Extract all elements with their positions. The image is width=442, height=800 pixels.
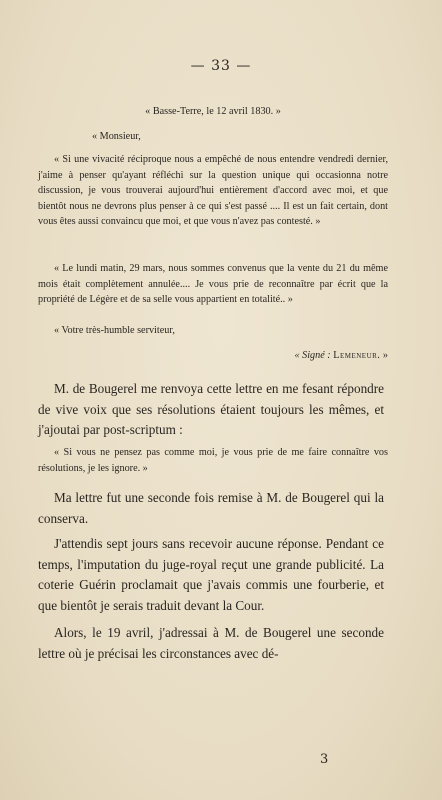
signature-suffix: » bbox=[382, 350, 388, 361]
letter-closing: « Votre très-humble serviteur, bbox=[54, 325, 175, 336]
signature-mark: 3 bbox=[320, 752, 329, 767]
body-paragraph-1: M. de Bougerel me renvoya cette lettre en me fesant répondre de vive voix que ses résolutions étaient toujours les mêmes, et j'ajoutai par post-scriptum : bbox=[38, 381, 384, 437]
letter-dateline: « Basse-Terre, le 12 avril 1830. » bbox=[145, 106, 281, 117]
letter-signature bbox=[38, 348, 388, 364]
body-paragraph-4: Alors, le 19 avril, j'adressai à M. de Bougerel une seconde lettre où je précisai les circonstances avec dé- bbox=[38, 625, 384, 661]
signature-prefix: « Signé : bbox=[294, 350, 331, 361]
page-number: — 33 — bbox=[190, 58, 252, 74]
letter-paragraph-1: « Si une vivacité réciproque nous a empêché de nous entendre vendredi dernier, j'aime à penser qu'ayant réfléchi sur la question unique qui occasionna notre discussion, je vous trouverai aujourd'hui entièrement d'accord avec moi, et que bientôt nous ne devrons plus penser à ce qui s'est passé .... Il est un fait certain, dont vous êtes aussi convaincu que moi, et que vous n'avez pas contesté. » bbox=[38, 154, 388, 228]
body-paragraph-2: Ma lettre fut une seconde fois remise à M. de Bougerel qui la conserva. bbox=[38, 490, 384, 526]
signature-name: Lemeneur. bbox=[333, 350, 381, 361]
postscript: « Si vous ne pensez pas comme moi, je vous prie de me faire connaître vos résolutions, je les ignore. » bbox=[38, 447, 388, 474]
letter-paragraph-2: « Le lundi matin, 29 mars, nous sommes convenus que la vente du 21 du même mois était complètement annulée.... Je vous prie de reconnaître par écrit que la propriété de Légère et de sa selle vous appartient en totalité.. » bbox=[38, 263, 388, 306]
letter-salutation: « Monsieur, bbox=[92, 131, 141, 142]
body-paragraph-3: J'attendis sept jours sans recevoir aucune réponse. Pendant ce temps, l'imputation du juge-royal reçut une grande publicité. La coterie Guérin proclamait que j'avais commis une fourberie, et que bientôt je serais traduit devant la Cour. bbox=[38, 536, 384, 613]
